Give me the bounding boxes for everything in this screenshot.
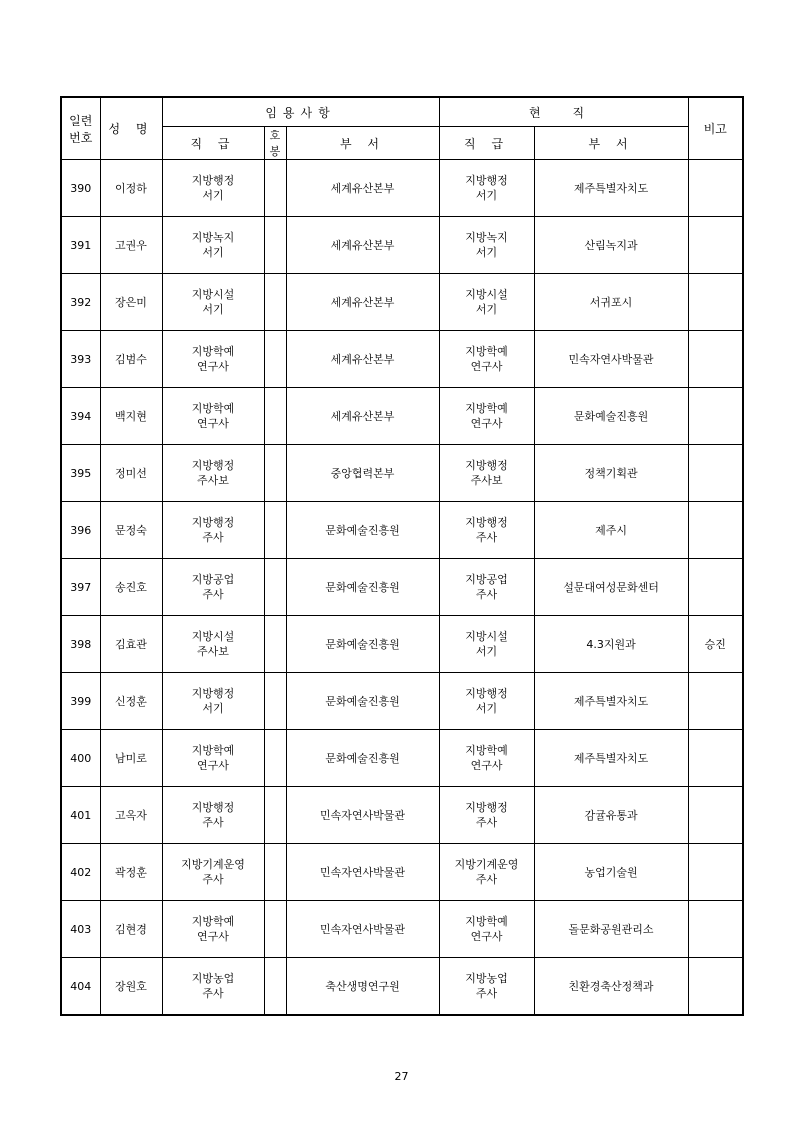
appointment-rank: 지방행정 주사 [162, 787, 264, 844]
appointment-dept: 문화예술진흥원 [286, 616, 439, 673]
table-row [61, 445, 743, 502]
appointment-step [264, 331, 286, 388]
remark [688, 730, 743, 787]
appointment-rank: 지방학예 연구사 [162, 331, 264, 388]
page-number: 27 [394, 1070, 409, 1083]
appointment-rank: 지방행정 서기 [162, 673, 264, 730]
appointment-dept: 세계유산본부 [286, 331, 439, 388]
appointment-dept: 문화예술진흥원 [286, 502, 439, 559]
appointment-dept: 문화예술진흥원 [286, 673, 439, 730]
current-dept: 제주특별자치도 [534, 160, 688, 217]
table-row [61, 217, 743, 274]
person-name: 이정하 [100, 160, 162, 217]
current-dept: 제주특별자치도 [534, 673, 688, 730]
current-dept: 민속자연사박물관 [534, 331, 688, 388]
remark [688, 502, 743, 559]
appointment-step [264, 901, 286, 958]
appointment-dept: 세계유산본부 [286, 388, 439, 445]
remark [688, 160, 743, 217]
current-rank: 지방학예 연구사 [439, 730, 534, 787]
table-row [61, 502, 743, 559]
header-current-rank: 직 급 [439, 127, 534, 160]
current-dept: 농업기술원 [534, 844, 688, 901]
person-name: 곽정훈 [100, 844, 162, 901]
serial-number: 399 [61, 673, 100, 730]
table-row [61, 559, 743, 616]
current-dept: 감귤유통과 [534, 787, 688, 844]
table-row [61, 388, 743, 445]
appointment-rank: 지방녹지 서기 [162, 217, 264, 274]
remark [688, 331, 743, 388]
appointment-dept: 세계유산본부 [286, 217, 439, 274]
table-row [61, 901, 743, 958]
table-row [61, 958, 743, 1016]
serial-number: 401 [61, 787, 100, 844]
current-rank: 지방행정 서기 [439, 673, 534, 730]
appointment-rank: 지방행정 서기 [162, 160, 264, 217]
remark [688, 958, 743, 1016]
appointment-rank: 지방시설 서기 [162, 274, 264, 331]
appointment-rank: 지방학예 연구사 [162, 730, 264, 787]
current-rank: 지방기계운영 주사 [439, 844, 534, 901]
appointment-rank: 지방행정 주사보 [162, 445, 264, 502]
serial-number: 392 [61, 274, 100, 331]
person-name: 김효관 [100, 616, 162, 673]
appointment-dept: 민속자연사박물관 [286, 787, 439, 844]
header-dept: 부 서 [286, 127, 439, 160]
appointment-step [264, 274, 286, 331]
current-dept: 정책기획관 [534, 445, 688, 502]
appointment-step [264, 787, 286, 844]
table-row [61, 616, 743, 673]
serial-number: 394 [61, 388, 100, 445]
appointment-step [264, 958, 286, 1016]
remark [688, 559, 743, 616]
current-dept: 4.3지원과 [534, 616, 688, 673]
person-name: 백지현 [100, 388, 162, 445]
remark [688, 901, 743, 958]
appointment-rank: 지방공업 주사 [162, 559, 264, 616]
current-dept: 서귀포시 [534, 274, 688, 331]
remark [688, 673, 743, 730]
person-name: 고권우 [100, 217, 162, 274]
remark [688, 787, 743, 844]
serial-number: 393 [61, 331, 100, 388]
person-name: 장은미 [100, 274, 162, 331]
table-row [61, 673, 743, 730]
person-name: 고옥자 [100, 787, 162, 844]
appointment-step [264, 844, 286, 901]
serial-number: 402 [61, 844, 100, 901]
appointment-step [264, 502, 286, 559]
header-current-dept: 부 서 [534, 127, 688, 160]
appointment-dept: 문화예술진흥원 [286, 559, 439, 616]
current-rank: 지방시설 서기 [439, 616, 534, 673]
current-dept: 제주시 [534, 502, 688, 559]
appointment-table [60, 96, 744, 1016]
header-name: 성 명 [100, 97, 162, 160]
current-dept: 문화예술진흥원 [534, 388, 688, 445]
current-rank: 지방농업 주사 [439, 958, 534, 1016]
appointment-dept: 축산생명연구원 [286, 958, 439, 1016]
appointment-dept: 민속자연사박물관 [286, 844, 439, 901]
person-name: 장원호 [100, 958, 162, 1016]
current-rank: 지방공업 주사 [439, 559, 534, 616]
appointment-dept: 중앙협력본부 [286, 445, 439, 502]
appointment-rank: 지방학예 연구사 [162, 901, 264, 958]
person-name: 신정훈 [100, 673, 162, 730]
remark [688, 844, 743, 901]
current-dept: 제주특별자치도 [534, 730, 688, 787]
appointment-step [264, 388, 286, 445]
serial-number: 391 [61, 217, 100, 274]
current-dept: 돌문화공원관리소 [534, 901, 688, 958]
person-name: 송진호 [100, 559, 162, 616]
appointment-rank: 지방학예 연구사 [162, 388, 264, 445]
current-rank: 지방녹지 서기 [439, 217, 534, 274]
current-rank: 지방학예 연구사 [439, 331, 534, 388]
current-rank: 지방학예 연구사 [439, 388, 534, 445]
remark [688, 274, 743, 331]
appointment-dept: 민속자연사박물관 [286, 901, 439, 958]
appointment-step [264, 217, 286, 274]
table-row [61, 844, 743, 901]
header-rank: 직 급 [162, 127, 264, 160]
appointment-dept: 세계유산본부 [286, 274, 439, 331]
appointment-dept: 세계유산본부 [286, 160, 439, 217]
current-rank: 지방행정 주사 [439, 787, 534, 844]
current-rank: 지방행정 주사보 [439, 445, 534, 502]
appointment-step [264, 616, 286, 673]
person-name: 김현경 [100, 901, 162, 958]
appointment-rank: 지방행정 주사 [162, 502, 264, 559]
appointment-rank: 지방농업 주사 [162, 958, 264, 1016]
remark: 승진 [688, 616, 743, 673]
appointment-step [264, 160, 286, 217]
appointment-step [264, 445, 286, 502]
serial-number: 400 [61, 730, 100, 787]
current-dept: 친환경축산정책과 [534, 958, 688, 1016]
table-row [61, 160, 743, 217]
person-name: 문정숙 [100, 502, 162, 559]
appointment-step [264, 673, 286, 730]
table-row [61, 787, 743, 844]
appointment-dept: 문화예술진흥원 [286, 730, 439, 787]
header-appointment: 임용사항 [162, 97, 439, 127]
remark [688, 445, 743, 502]
appointment-step [264, 559, 286, 616]
header-note: 비고 [688, 97, 743, 160]
header-step: 호봉 [264, 127, 286, 160]
current-dept: 설문대여성문화센터 [534, 559, 688, 616]
person-name: 남미로 [100, 730, 162, 787]
serial-number: 403 [61, 901, 100, 958]
appointment-rank: 지방기계운영 주사 [162, 844, 264, 901]
header-current: 현 직 [439, 97, 688, 127]
current-rank: 지방학예 연구사 [439, 901, 534, 958]
table-row [61, 730, 743, 787]
remark [688, 217, 743, 274]
table-row [61, 274, 743, 331]
serial-number: 397 [61, 559, 100, 616]
current-dept: 산림녹지과 [534, 217, 688, 274]
serial-number: 390 [61, 160, 100, 217]
person-name: 정미선 [100, 445, 162, 502]
appointment-rank: 지방시설 주사보 [162, 616, 264, 673]
table-row [61, 331, 743, 388]
remark [688, 388, 743, 445]
serial-number: 404 [61, 958, 100, 1016]
appointment-step [264, 730, 286, 787]
serial-number: 396 [61, 502, 100, 559]
current-rank: 지방시설 서기 [439, 274, 534, 331]
serial-number: 398 [61, 616, 100, 673]
person-name: 김범수 [100, 331, 162, 388]
serial-number: 395 [61, 445, 100, 502]
current-rank: 지방행정 주사 [439, 502, 534, 559]
header-serial: 일련 번호 [61, 97, 100, 160]
current-rank: 지방행정 서기 [439, 160, 534, 217]
